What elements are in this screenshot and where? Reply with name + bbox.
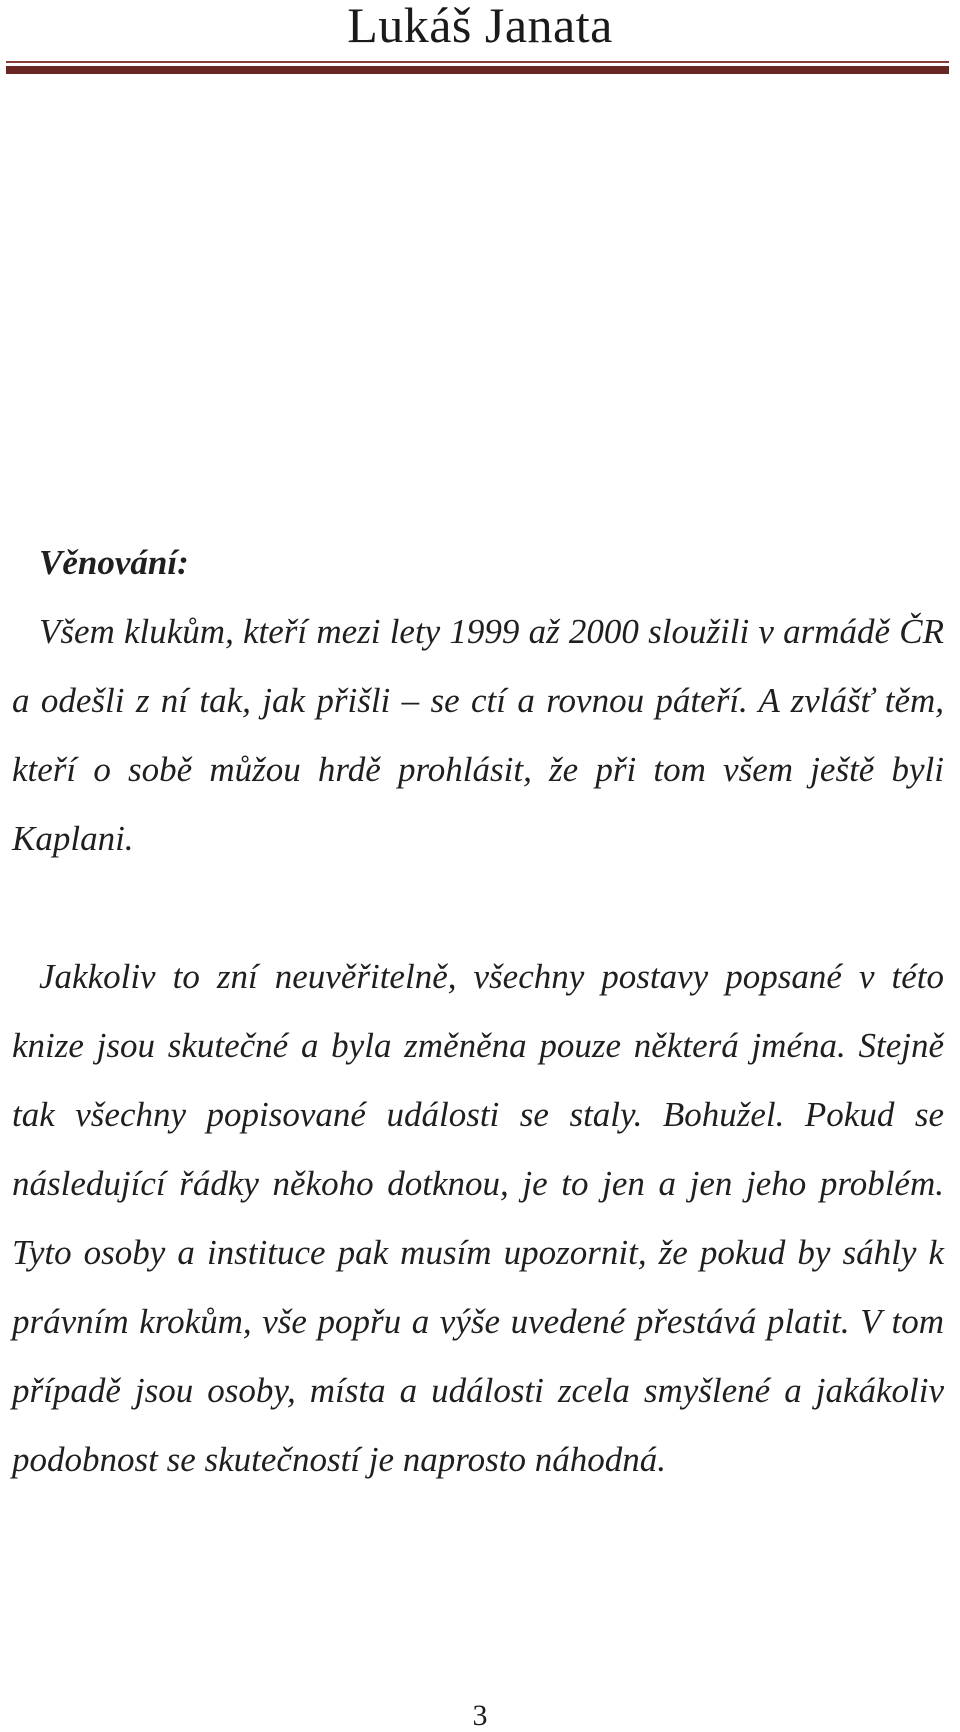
header-rule-thick <box>6 66 949 74</box>
dedication-text: Všem klukům, kteří mezi lety 1999 až 2000 sloužili v armádě ČR a odešli z ní tak, jak přišli – se ctí a rovnou páteří. A zvlášť těm, kteří o sobě můžou hrdě prohlásit, že při tom všem ještě byli Kaplani. <box>12 612 944 858</box>
page-header <box>0 0 960 80</box>
disclaimer-text: Jakkoliv to zní neuvěřitelně, všechny postavy popsané v této knize jsou skutečné a byla změněna pouze některá jména. Stejně tak všechny popisované události se staly. Bohužel. Pokud se následující řádky někoho dotknou, je to jen a jen jeho problém. Tyto osoby a instituce pak musím upozornit, že pokud by sáhly k právním krokům, vše popřu a výše uvedené přestává platit. V tom případě jsou osoby, místa a události zcela smyšlené a jakákoliv podobnost se skutečností je naprosto náhodná. <box>12 957 944 1479</box>
page-body <box>12 528 944 1494</box>
author-name: Lukáš Janata <box>347 0 613 53</box>
page-number: 3 <box>472 1699 488 1732</box>
header-rule-thin <box>6 61 949 63</box>
dedication-heading: Věnování: <box>39 543 189 582</box>
